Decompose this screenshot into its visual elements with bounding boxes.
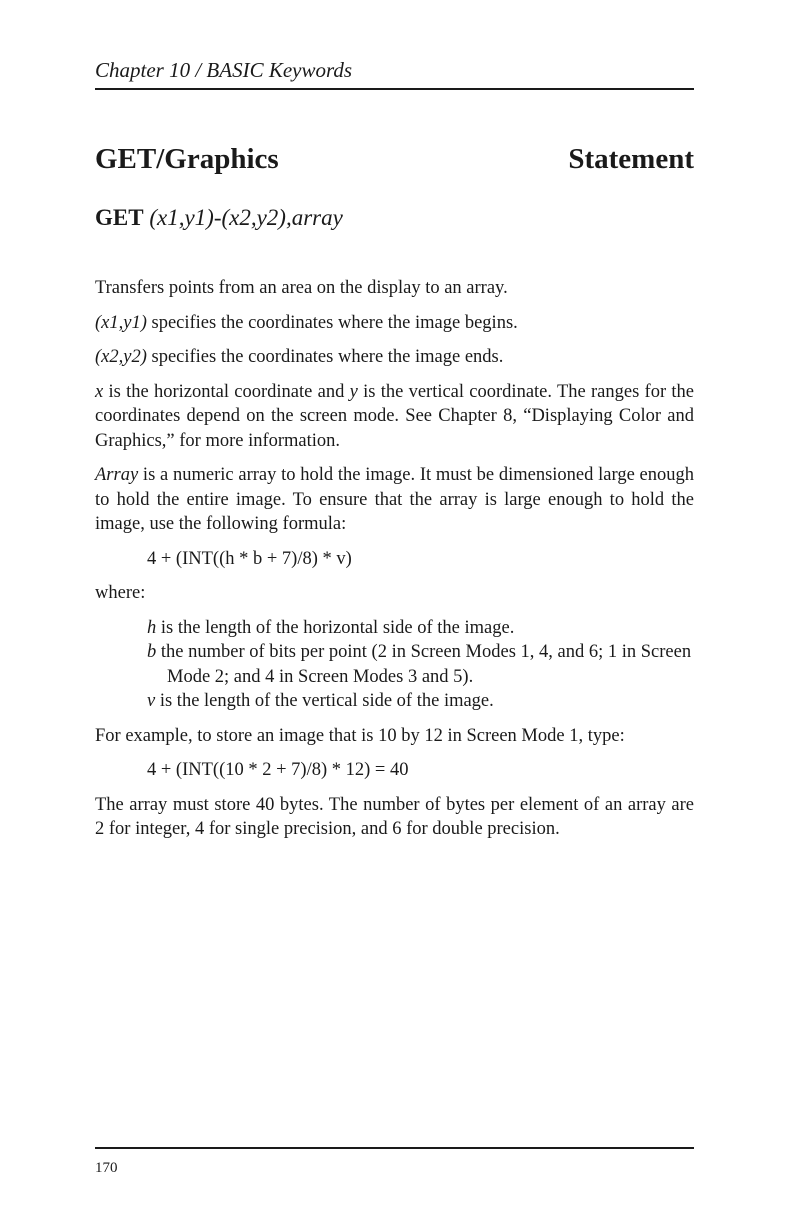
var-v: v bbox=[147, 691, 156, 711]
entry-title: GET/Graphics bbox=[95, 143, 279, 175]
entry-kind: Statement bbox=[568, 143, 694, 175]
var-b: b bbox=[147, 642, 157, 662]
footer-rule bbox=[95, 1147, 694, 1149]
var-array: Array bbox=[95, 465, 139, 485]
paragraph-example: For example, to store an image that is 10 by 12 in Screen Mode 1, type: bbox=[95, 725, 625, 746]
text-h: is the length of the horizontal side of the image. bbox=[156, 617, 515, 638]
formula-example: 4 + (INT((10 * 2 + 7)/8) * 12) = 40 bbox=[147, 760, 409, 780]
text-v: is the length of the vertical side of the image. bbox=[155, 691, 494, 711]
paragraph-description: Transfers points from an area on the display to an array. bbox=[95, 278, 508, 298]
var-x1y1: (x1,y1) bbox=[95, 312, 147, 333]
var-h: h bbox=[147, 617, 157, 638]
definition-v bbox=[147, 689, 694, 714]
var-x: x bbox=[95, 381, 104, 402]
definition-h bbox=[147, 616, 694, 641]
paragraph-where: where: bbox=[95, 583, 146, 603]
text-coord-b: is the vertical coordinate. The ranges for the coordinates depend on the screen mode. See Chapter 8, “Displaying Color and Graphics,” for more information. bbox=[95, 381, 694, 451]
definition-b bbox=[147, 640, 694, 689]
header-rule bbox=[95, 88, 694, 90]
syntax-keyword: GET bbox=[95, 205, 144, 230]
text-x1y1: specifies the coordinates where the image begins. bbox=[146, 312, 518, 333]
paragraph-x1y1 bbox=[95, 311, 694, 336]
paragraph-coordinates bbox=[95, 380, 694, 454]
var-y: y bbox=[349, 381, 358, 402]
formula-general: 4 + (INT((h * b + 7)/8) * v) bbox=[147, 548, 352, 569]
var-x2y2: (x2,y2) bbox=[95, 347, 147, 367]
syntax-arguments: (x1,y1)-(x2,y2),array bbox=[149, 205, 343, 230]
paragraph-bytes: The array must store 40 bytes. The number of bytes per element of an array are 2 for integer, 4 for single precision, and 6 for double precision. bbox=[95, 794, 694, 839]
paragraph-array bbox=[95, 463, 694, 537]
text-b: the number of bits per point (2 in Screen Modes 1, 4, and 6; 1 in Screen Mode 2; and 4 in Screen Modes 3 and 5). bbox=[156, 642, 692, 687]
running-head: Chapter 10 / BASIC Keywords bbox=[95, 58, 353, 82]
text-x2y2: specifies the coordinates where the image ends. bbox=[146, 347, 504, 367]
entry-title-row bbox=[95, 143, 694, 183]
text-coord-a: is the horizontal coordinate and bbox=[103, 381, 350, 402]
paragraph-x2y2 bbox=[95, 345, 694, 370]
entry-body bbox=[95, 276, 694, 852]
definition-list bbox=[95, 616, 694, 714]
syntax-line bbox=[95, 205, 343, 231]
page-number: 170 bbox=[95, 1160, 118, 1176]
text-array: is a numeric array to hold the image. It must be dimensioned large enough to hold the entire image. To ensure that the array is large enough to hold the image, use the following formula: bbox=[95, 465, 694, 534]
